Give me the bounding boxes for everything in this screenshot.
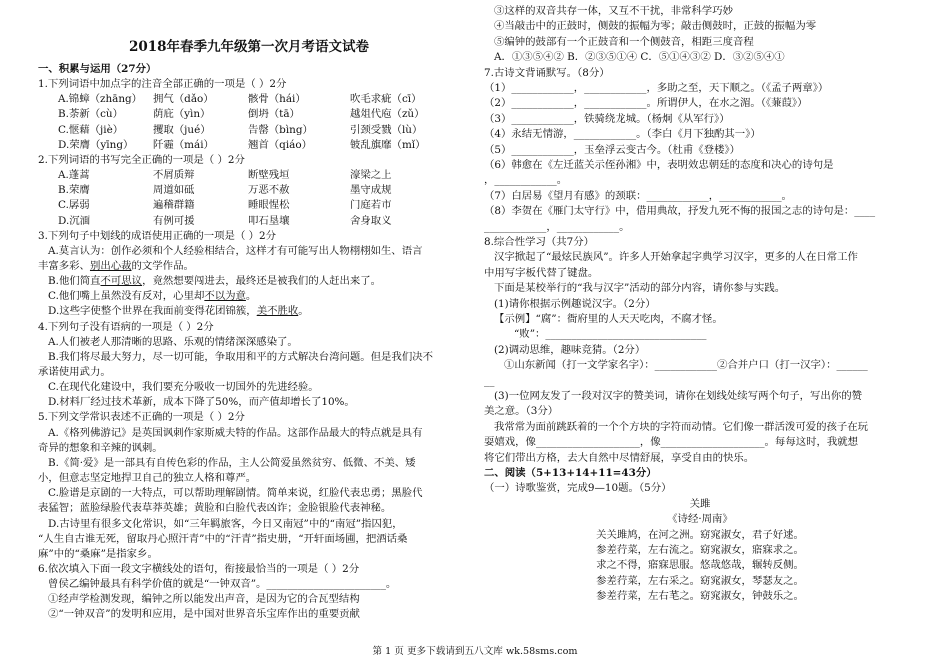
text-line: ⑤编钟的鼓部有一个正鼓音和一个侧鼓音，相距三度音程 xyxy=(494,35,754,48)
text-line: A.人们被老人那清晰的思路、乐观的情绪深深感染了。 xyxy=(48,335,298,348)
option-row xyxy=(38,123,460,138)
option-cell: C.惬藉（jiè） xyxy=(58,123,124,136)
option-cell: 濠梁之上 xyxy=(350,169,392,182)
option-cell: A.锦蟑（zhāng） xyxy=(58,93,143,106)
text-line: 表猛智；蓝脸绿脸代表草莽英雄；黄脸和白脸代表凶诈；金脸银脸代表神秘。 xyxy=(38,502,392,515)
text-line: B.他们简直不可思议，竟然想要闯进去，最终还是被我们的人赶出来了。 xyxy=(48,275,382,288)
poem-line: 参差荇菜，左右流之。窈窕淑女，寤寐求之。 xyxy=(596,544,804,556)
poem-line: 参差荇菜，左右采之。窈窕淑女，琴瑟友之。 xyxy=(596,574,804,587)
option-cell: 攫取（jué） xyxy=(153,123,211,136)
page-footer: 第 1 页 更多下载请到五八文库 wk.58sms.com xyxy=(372,646,578,657)
text-line: （2）____________，____________。所谓伊人，在水之湄。（《蒹葭》） xyxy=(484,97,808,110)
text-line: 1.下列词语中加点字的注音全部正确的一项是（ ）2分 xyxy=(38,78,287,91)
option-cell: 不屑质辩 xyxy=(153,169,195,182)
text-line: “人生自古谁无死，留取丹心照汗青”中的“汗青”指史册，“开轩面场圃，把酒话桑 xyxy=(38,532,408,545)
text-line: (3)一位网友发了一段对汉字的赞美词，请你在划线处续写两个句子，写出你的赞 xyxy=(494,390,862,402)
text-line: A.《格列佛游记》是英国讽刺作家斯威夫特的作品。这部作品最大的特点就是具有 xyxy=(48,426,423,439)
text-line: D.古诗里有很多文化常识，如“三年羁旅客，今日又南冠”中的“南冠”指囚犯， xyxy=(48,517,403,530)
text-line: ，____________。 xyxy=(484,174,568,187)
text-line: 汉字掀起了“最炫民族风”。许多人开始拿起字典学习汉字，更多的人在日常工作 xyxy=(494,251,858,264)
option-cell: 告罄（bìng） xyxy=(248,123,313,136)
section-heading: 二、阅读（5+13+14+11=43分） xyxy=(484,467,657,479)
option-row xyxy=(38,138,460,153)
text-line: B.《简·爱》是一部具有自传色彩的作品，主人公简爱虽然贫穷、低微、不美、矮 xyxy=(48,456,416,469)
text-line: （4）永结无情游，____________。（李白《月下独酌其一》） xyxy=(484,128,761,141)
text-line: 中用写字板代替了键盘。 xyxy=(484,266,599,279)
option-row xyxy=(38,214,460,229)
option-cell: 叩石垦壤 xyxy=(248,214,290,227)
option-cell: 周道如砥 xyxy=(153,184,195,197)
underlined-idiom: 不以为意 xyxy=(204,290,246,303)
text-line: 4.下列句子没有语病的一项是（ ）2分 xyxy=(38,320,214,333)
option-cell: 越俎代庖（zǔ） xyxy=(350,108,425,121)
option-cell: 骸骨（hái） xyxy=(248,93,306,106)
text-line: 曾侯乙编钟最具有科学价值的就是“一钟双音”。_______________________。 xyxy=(48,578,397,591)
option-row xyxy=(38,92,460,107)
text-line: （3）____________，铁骑绕龙城。（杨炯《从军行》） xyxy=(484,112,730,125)
poem-line: 关关雎鸠，在河之洲。窈窕淑女，君子好逑。 xyxy=(596,528,804,541)
text-line: 3.下列句子中划线的成语使用正确的一项是（ ）2分 xyxy=(38,229,277,242)
text-line: （1）____________，____________，多助之至，天下顺之。（《孟子两章》） xyxy=(484,82,829,94)
option-cell: 吹毛求疵（cī） xyxy=(350,93,422,106)
text-line: C.脸谱是京剧的一大特点，可以帮助理解剧情。简单来说，红脸代表忠勇；黑脸代 xyxy=(48,487,423,500)
option-cell: 倒坍（tā） xyxy=(248,108,300,121)
poem-line: 参差荇菜，左右芼之。窈窕淑女，钟鼓乐之。 xyxy=(596,590,804,603)
text-line: (2)调动思维，趣味竞猜。（2分） xyxy=(494,343,646,356)
text-line: ③这样的双音共存一体，又互不干扰，非常科学巧妙 xyxy=(494,5,733,17)
option-cell: 翘首（qiáo） xyxy=(248,138,312,151)
option-cell: 引颈受戮（lù） xyxy=(350,123,423,136)
option-cell: 遍稽群籍 xyxy=(153,199,195,212)
option-cell: B.荼新（cù） xyxy=(58,108,124,121)
underlined-idiom: 不可思议 xyxy=(100,275,143,288)
text-line: D.这些字使整个世界在我面前变得花团锦簇，美不胜收。 xyxy=(48,305,309,318)
text-line: 麻”中的“桑麻”是指家乡。 xyxy=(38,547,158,560)
option-cell: 有例可援 xyxy=(153,214,195,227)
option-cell: 墨守成规 xyxy=(350,184,392,197)
text-line: 奇异的想象和辛辣的讽刺。 xyxy=(38,441,163,454)
option-cell: 门庭若市 xyxy=(350,199,392,212)
text-line: 2.下列词语的书写完全正确的一项是（ ）2分 xyxy=(38,153,245,166)
text-line: （6）韩愈在《左迁蓝关示侄孙湘》中，表明效忠朝廷的态度和决心的诗句是 xyxy=(484,159,834,171)
text-line: ①经声学检测发现，编钟之所以能发出声音，是因为它的合瓦型结构 xyxy=(48,593,360,606)
option-cell: 万恶不赦 xyxy=(248,184,290,197)
option-cell: 铍乱旗靡（mǐ） xyxy=(350,138,426,151)
poem-line: 《诗经·周南》 xyxy=(667,513,733,526)
text-line: ①山东新闻（打一文学家名字）：____________②合并户口（打一汉字）：______ xyxy=(504,359,868,372)
text-line: 【示例】“腐”：衙府里的人天天吃肉，不腐才怪。 xyxy=(494,313,723,325)
text-line: A.莫言认为：创作必须和个人经验相结合，这样才有可能写出人物栩栩如生、语言 xyxy=(48,244,423,257)
option-cell: 荫庇（yìn） xyxy=(153,108,211,121)
text-line: 5.下列文学常识表述不正确的一项是（ ）2分 xyxy=(38,411,245,424)
exam-title: 2018年春季九年级第一次月考语文试卷 xyxy=(128,39,370,55)
text-line: 6.依次填入下面一段文字横线处的语句，衔接最恰当的一项是（ ）2分 xyxy=(38,562,360,575)
text-line: （8）李贺在《雁门太守行》中，借用典故，抒发九死不悔的报国之志的诗句是：____ xyxy=(484,205,876,218)
option-row xyxy=(38,107,460,122)
option-cell: C.孱弱 xyxy=(58,199,90,212)
text-line: （5）____________，玉垒浮云变古今。（杜甫《登楼》） xyxy=(484,143,740,156)
text-line: C.在现代化建设中，我们要充分吸收一切国外的先进经验。 xyxy=(48,381,319,394)
text-line: 美之意。（3分） xyxy=(484,405,559,418)
text-line: （7）白居易《望月有感》的颈联：____________，____________。 xyxy=(484,189,792,202)
option-cell: A.蓬蒿 xyxy=(58,169,90,182)
text-line: 我常常为面前跳跃着的一个个方块的字符而动情。它们像一群活泼可爱的孩子在玩 xyxy=(494,420,869,433)
option-cell: 睡眼惺松 xyxy=(248,199,290,212)
text-line: D.材料厂经过技术革新，成本下降了50%，而产值却增长了10%。 xyxy=(48,396,355,409)
text-line: 丰富多彩、别出心裁的文学作品。 xyxy=(38,259,194,272)
option-row xyxy=(38,198,460,213)
text-line: 小，但意志坚定地捍卫自己的独立人格和尊严。 xyxy=(38,472,257,485)
text-line: B.我们将尽最大努力，尽一切可能，争取用和平的方式解决台湾问题。但是我们决不 xyxy=(48,350,433,363)
text-line: ④当敲击中的正鼓时，侧鼓的振幅为零；敲击侧鼓时，正鼓的振幅为零 xyxy=(494,20,817,33)
text-line: (1)请你根据示例趣说汉字。（2分） xyxy=(494,297,656,310)
option-cell: D.荣膺（yīng） xyxy=(58,138,134,151)
option-cell: 拥气（dǎo） xyxy=(153,93,214,106)
text-line: 7.古诗文背诵默写。（8分） xyxy=(484,66,610,79)
option-cell: 断壁残垣 xyxy=(248,169,290,182)
text-line: 耍嬉戏，像____________________，像____________________。每每这时，我就想 xyxy=(484,436,859,449)
text-line: ②“一钟双音”的发明和应用，是中国对世界音乐宝库作出的重要贡献 xyxy=(48,608,360,621)
underlined-idiom: 别出心裁 xyxy=(89,259,132,272)
option-cell: D.沉湎 xyxy=(58,214,91,227)
poem-line: 求之不得，寤寐思服。悠哉悠哉，辗转反侧。 xyxy=(596,559,804,572)
poem-line: 关雎 xyxy=(689,497,711,510)
text-line: 承诺使用武力。 xyxy=(38,366,111,378)
text-line: ____________，____________。 xyxy=(484,220,630,233)
text-line: （一）诗歌鉴赏，完成9—10题。（5分） xyxy=(484,482,672,495)
option-cell: 舍身取义 xyxy=(350,214,392,227)
text-line: “败”：_______________________________ xyxy=(514,328,707,341)
option-row xyxy=(38,168,460,183)
option-row xyxy=(38,183,460,198)
option-cell: 阡霾（mái） xyxy=(153,138,214,151)
text-line: 8.综合性学习（共7分） xyxy=(484,236,595,248)
text-line: 将它们带出方格，去大自然中尽情舒展，享受自由的快乐。 xyxy=(484,451,755,464)
text-line: C.他们嘴上虽然没有反对，心里却不以为意。 xyxy=(48,290,257,303)
text-line: 下面是某校举行的“我与汉字”活动的部分内容，请你参与实践。 xyxy=(494,282,786,295)
underlined-idiom: 美不胜收 xyxy=(256,305,299,318)
text-line: __ xyxy=(484,374,495,387)
section-heading: 一、积累与运用（27分） xyxy=(38,63,157,75)
option-cell: B.荣膺 xyxy=(58,184,90,197)
text-line: A．①③⑤④② B．②③⑤①④ C．⑤①④③② D．③②⑤④① xyxy=(494,51,785,64)
